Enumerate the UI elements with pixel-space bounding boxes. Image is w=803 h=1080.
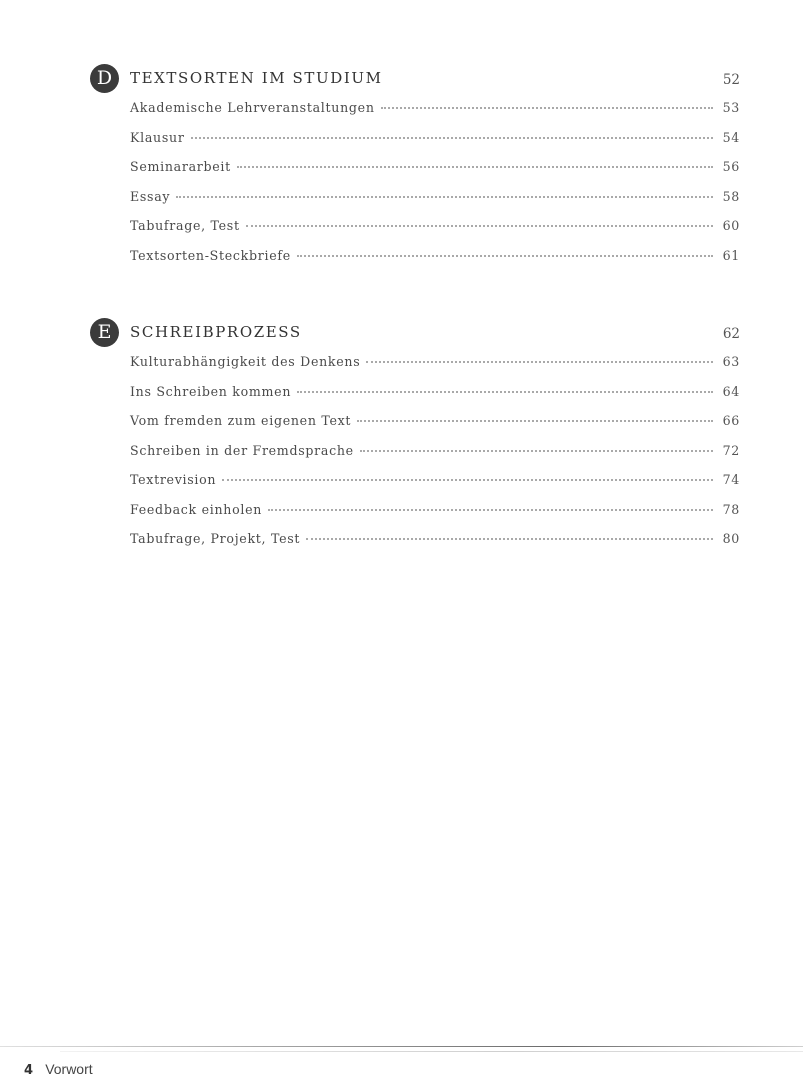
section-letter-badge: E xyxy=(90,318,119,347)
dot-leader xyxy=(297,255,713,257)
dot-leader xyxy=(246,225,713,227)
toc-entry-page: 54 xyxy=(722,129,740,145)
toc-section-d xyxy=(90,64,740,277)
toc-entry-page: 61 xyxy=(722,247,740,263)
dot-leader xyxy=(268,509,713,511)
toc-entry-page: 63 xyxy=(722,354,740,369)
dot-leader xyxy=(297,391,712,393)
toc-section-e xyxy=(90,318,740,561)
toc-entry-label: Tabufrage, Test xyxy=(130,218,240,233)
dot-leader xyxy=(191,137,713,139)
toc-entry-label: Akademische Lehrveranstaltungen xyxy=(130,100,375,115)
toc-entry-page: 66 xyxy=(722,413,740,428)
toc-entry-page: 58 xyxy=(722,188,740,204)
section-letter-badge: D xyxy=(90,64,119,93)
toc-entry-label: Essay xyxy=(130,188,171,204)
toc-entry-label: Feedback einholen xyxy=(130,501,263,517)
toc-entry xyxy=(130,218,740,248)
footer-rule xyxy=(0,1046,803,1047)
toc-entry xyxy=(130,472,740,502)
toc-entry-page: 74 xyxy=(722,472,740,487)
toc-entry xyxy=(130,189,740,219)
toc-entry xyxy=(130,130,740,160)
toc-entry-label: Kulturabhängigkeit des Denkens xyxy=(130,354,361,369)
toc-entry-page: 64 xyxy=(722,383,740,399)
toc-entry xyxy=(130,413,740,443)
dot-leader xyxy=(222,479,712,481)
toc-entry-label: Vom fremden zum eigenen Text xyxy=(130,413,352,428)
toc-entry xyxy=(130,248,740,278)
toc-entry-label: Schreiben in der Fremdsprache xyxy=(130,442,354,458)
dot-leader xyxy=(357,420,712,422)
toc-entry-page: 72 xyxy=(722,442,740,458)
dot-leader xyxy=(237,166,713,168)
footer-rule-secondary xyxy=(60,1051,803,1052)
toc-entry-list xyxy=(130,354,740,561)
toc-entry xyxy=(130,384,740,414)
dot-leader xyxy=(306,538,712,540)
toc-entry xyxy=(130,354,740,384)
toc-entry-label: Tabufrage, Projekt, Test xyxy=(130,531,301,546)
section-page-number: 62 xyxy=(722,326,740,342)
section-title: SCHREIBPROZESS xyxy=(130,323,302,341)
toc-entry-label: Textsorten-Steckbriefe xyxy=(130,247,291,263)
toc-entry xyxy=(130,100,740,130)
section-header xyxy=(90,64,740,94)
page-footer xyxy=(24,1061,93,1078)
dot-leader xyxy=(381,107,713,109)
toc-entry-page: 56 xyxy=(722,159,740,174)
section-title: TEXTSORTEN IM STUDIUM xyxy=(130,69,383,87)
toc-entry-list xyxy=(130,100,740,277)
toc-entry xyxy=(130,502,740,532)
dot-leader xyxy=(366,361,712,363)
toc-entry-page: 80 xyxy=(722,531,740,546)
toc-entry-label: Ins Schreiben kommen xyxy=(130,383,292,399)
section-header xyxy=(90,318,740,348)
footer-page-number: 4 xyxy=(24,1063,34,1078)
toc-entry-label: Klausur xyxy=(130,129,185,145)
footer-label: Vorwort xyxy=(45,1061,93,1077)
toc-entry-label: Seminararbeit xyxy=(130,159,231,174)
toc-entry xyxy=(130,443,740,473)
toc-entry xyxy=(130,531,740,561)
toc-entry-page: 60 xyxy=(722,218,740,233)
dot-leader xyxy=(176,196,712,198)
section-page-number: 52 xyxy=(722,72,740,88)
toc-entry xyxy=(130,159,740,189)
dot-leader xyxy=(360,450,713,452)
toc-entry-label: Textrevision xyxy=(130,472,217,487)
toc-entry-page: 53 xyxy=(722,100,740,115)
toc-entry-page: 78 xyxy=(722,501,740,517)
